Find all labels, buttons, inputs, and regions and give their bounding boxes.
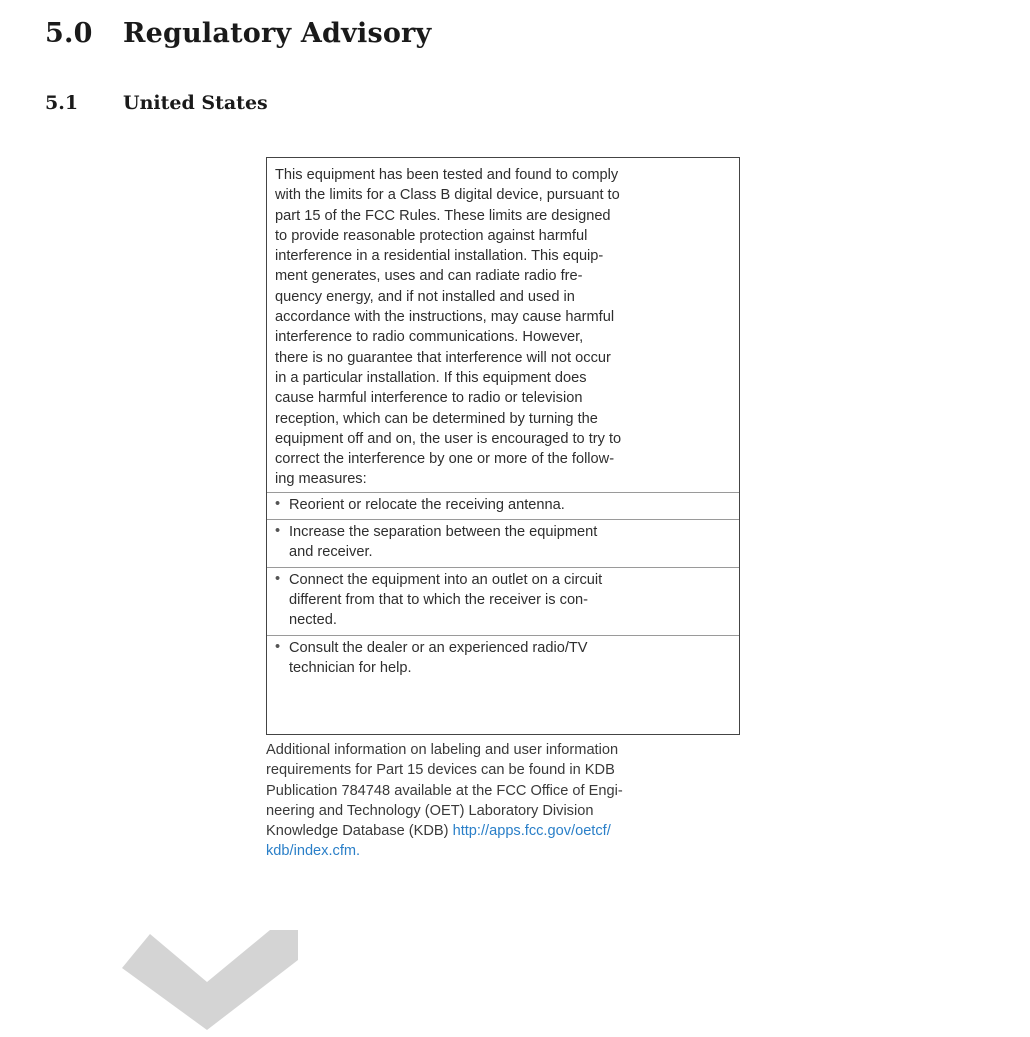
- fcc-paragraph-line: interference in a residential installation. This equip-: [275, 248, 604, 265]
- measure-text-line: Reorient or relocate the receiving antenna.: [289, 496, 565, 513]
- fcc-paragraph-line: ing measures:: [275, 471, 367, 488]
- fcc-paragraph-line: quency energy, and if not installed and used in: [275, 288, 575, 305]
- fcc-paragraph-line: with the limits for a Class B digital device, pursuant to: [275, 187, 620, 204]
- fcc-paragraph-line: reception, which can be determined by turning the: [275, 410, 598, 427]
- measure-text-line: and receiver.: [289, 544, 373, 561]
- fcc-notice-paragraph: [275, 165, 735, 490]
- measure-list-item: [275, 493, 735, 517]
- checkmark-watermark-shape: [122, 930, 298, 1030]
- additional-info-line: Additional information on labeling and user information: [266, 742, 619, 758]
- bullet-icon: •: [275, 638, 281, 655]
- bullet-icon: •: [275, 495, 281, 512]
- section-number: 5.0: [45, 18, 93, 49]
- additional-info: [266, 740, 740, 862]
- fcc-paragraph-line: in a particular installation. If this equipment does: [275, 369, 587, 386]
- fcc-paragraph-line: This equipment has been tested and found to comply: [275, 167, 619, 183]
- checkmark-watermark-icon: [112, 930, 312, 1037]
- additional-info-line: Publication 784748 available at the FCC Office of Engi-: [266, 782, 623, 799]
- measure-list-item: [275, 520, 735, 565]
- additional-info-line: requirements for Part 15 devices can be found in KDB: [266, 762, 615, 779]
- section-heading: [45, 18, 431, 49]
- fcc-measures-list: [275, 492, 735, 680]
- fcc-paragraph-line: to provide reasonable protection against harmful: [275, 227, 588, 244]
- kdb-link-part-2[interactable]: kdb/index.cfm.: [266, 843, 361, 860]
- measure-text-line: Consult the dealer or an experienced radio/TV: [289, 639, 588, 656]
- measure-text-line: different from that to which the receiver is con-: [289, 591, 589, 608]
- measure-list-item: [275, 568, 735, 633]
- fcc-paragraph-line: equipment off and on, the user is encouraged to try to: [275, 430, 622, 447]
- fcc-paragraph-line: correct the interference by one or more of the follow-: [275, 451, 615, 468]
- fcc-paragraph-line: ment generates, uses and can radiate radio fre-: [275, 268, 583, 285]
- additional-info-text: [266, 740, 740, 821]
- measure-list-item: [275, 636, 735, 681]
- fcc-paragraph-line: cause harmful interference to radio or television: [275, 390, 583, 407]
- fcc-notice-box: [266, 157, 740, 735]
- measure-text-line: nected.: [289, 612, 337, 629]
- bullet-icon: •: [275, 570, 281, 587]
- section-title: Regulatory Advisory: [123, 18, 432, 49]
- bullet-icon: •: [275, 523, 281, 540]
- additional-info-last-line: [266, 821, 740, 841]
- fcc-paragraph-line: there is no guarantee that interference will not occur: [275, 349, 611, 366]
- subsection-heading: [45, 92, 268, 114]
- subsection-title: United States: [123, 92, 268, 114]
- fcc-paragraph-line: accordance with the instructions, may cause harmful: [275, 309, 615, 326]
- kdb-link-part-1[interactable]: http://apps.fcc.gov/oetcf/: [452, 823, 611, 840]
- fcc-paragraph-line: part 15 of the FCC Rules. These limits are designed: [275, 207, 611, 224]
- fcc-paragraph-line: interference to radio communications. However,: [275, 329, 584, 346]
- measure-text-line: technician for help.: [289, 659, 412, 676]
- additional-info-line: neering and Technology (OET) Laboratory Division: [266, 802, 594, 819]
- subsection-number: 5.1: [45, 92, 79, 114]
- measure-text-line: Increase the separation between the equipment: [289, 524, 598, 541]
- measure-text-line: Connect the equipment into an outlet on a circuit: [289, 571, 603, 588]
- additional-info-kdb-text: Knowledge Database (KDB): [266, 823, 453, 840]
